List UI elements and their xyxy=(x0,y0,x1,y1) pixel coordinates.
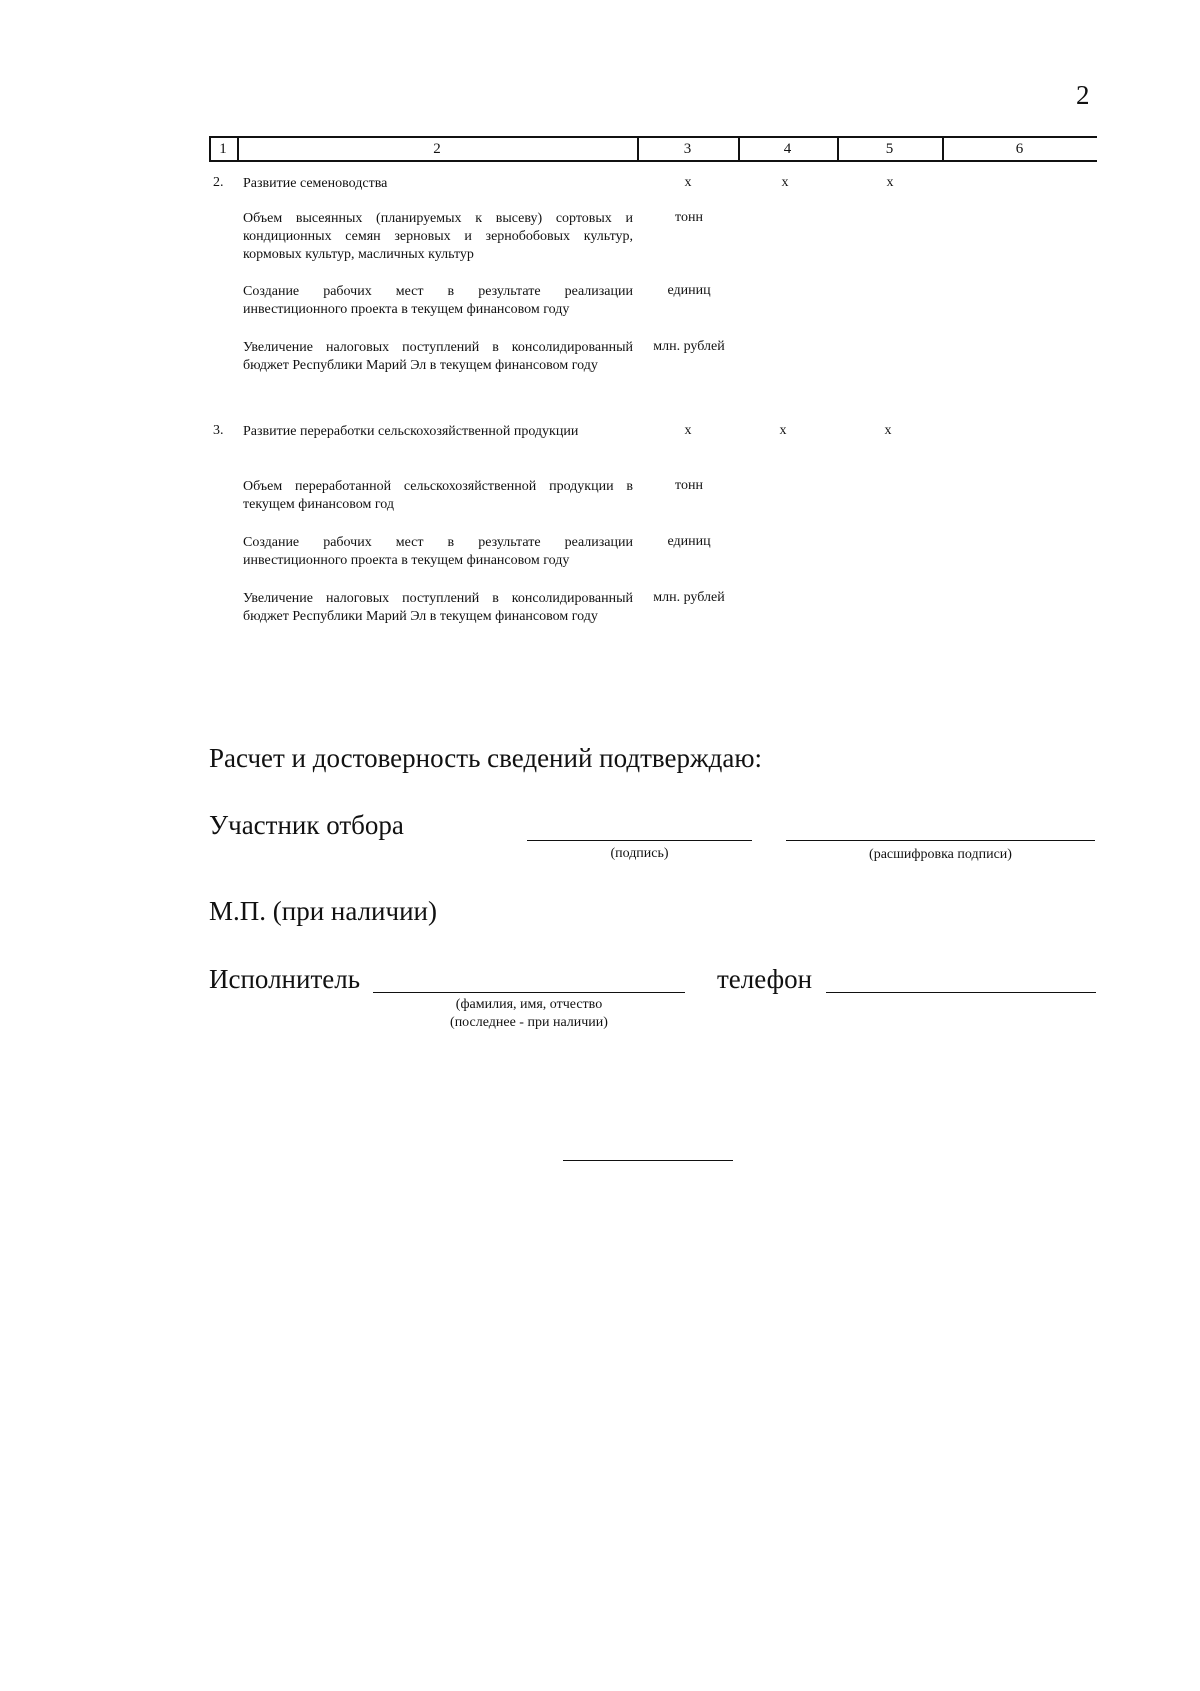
closing-separator xyxy=(563,1160,733,1161)
section-mark-col4: x xyxy=(781,175,789,190)
executor-caption-line1: (фамилия, имя, отчество xyxy=(455,997,603,1012)
confirmation-statement: Расчет и достоверность сведений подтверждаю: xyxy=(209,743,762,773)
participant-label: Участник отбора xyxy=(209,810,404,840)
phone-label: телефон xyxy=(717,964,813,994)
stamp-label: М.П. (при наличии) xyxy=(209,896,437,926)
indicator-unit: единиц xyxy=(667,283,711,298)
indicator-unit: млн. рублей xyxy=(653,339,725,354)
indicator-text: Создание рабочих мест в результате реализации инвестиционного проекта в текущем финансовом году xyxy=(243,284,633,317)
indicator-unit: единиц xyxy=(667,534,711,549)
section-mark-col3: x xyxy=(684,175,692,190)
header-col-4: 4 xyxy=(783,141,792,157)
header-col-1: 1 xyxy=(219,141,227,157)
header-col-5: 5 xyxy=(885,141,894,157)
phone-line xyxy=(826,992,1096,993)
signature-caption: (подпись) xyxy=(610,846,669,861)
signature-decoding-line xyxy=(786,840,1095,841)
indicator-text: Объем высеянных (планируемых к высеву) сортовых и кондиционных семян зерновых и зернобобовых культур, кормовых культур, масличных культур xyxy=(243,211,633,262)
indicator-text: Создание рабочих мест в результате реализации инвестиционного проекта в текущем финансовом году xyxy=(243,535,633,568)
indicator-text: Увеличение налоговых поступлений в консолидированный бюджет Республики Марий Эл в текущем финансовом году xyxy=(243,340,633,373)
section-number: 2. xyxy=(213,175,224,190)
indicator-text: Объем переработанной сельскохозяйственной продукции в текущем финансовом год xyxy=(243,479,633,512)
header-col-3: 3 xyxy=(683,141,692,157)
indicator-unit: тонн xyxy=(675,478,703,493)
section-mark-col5: x xyxy=(884,423,892,438)
indicator-text: Увеличение налоговых поступлений в консолидированный бюджет Республики Марий Эл в текущем финансовом году xyxy=(243,591,633,624)
section-number: 3. xyxy=(213,423,224,438)
section-title: Развитие семеноводства xyxy=(243,176,388,191)
header-col-2: 2 xyxy=(433,141,441,157)
table-header-row xyxy=(209,136,1097,162)
page-number: 2 xyxy=(1076,80,1090,110)
executor-label: Исполнитель xyxy=(209,964,361,994)
signature-line xyxy=(527,840,752,841)
section-mark-col4: x xyxy=(779,423,787,438)
executor-caption-line2: (последнее - при наличии) xyxy=(450,1015,608,1030)
section-title: Развитие переработки сельскохозяйственной продукции xyxy=(243,424,579,439)
section-mark-col3: x xyxy=(684,423,692,438)
executor-name-line xyxy=(373,992,685,993)
indicator-unit: тонн xyxy=(675,210,703,225)
header-col-6: 6 xyxy=(1015,141,1024,157)
signature-decoding-caption: (расшифровка подписи) xyxy=(869,847,1012,862)
indicator-unit: млн. рублей xyxy=(653,590,725,605)
section-mark-col5: x xyxy=(886,175,894,190)
